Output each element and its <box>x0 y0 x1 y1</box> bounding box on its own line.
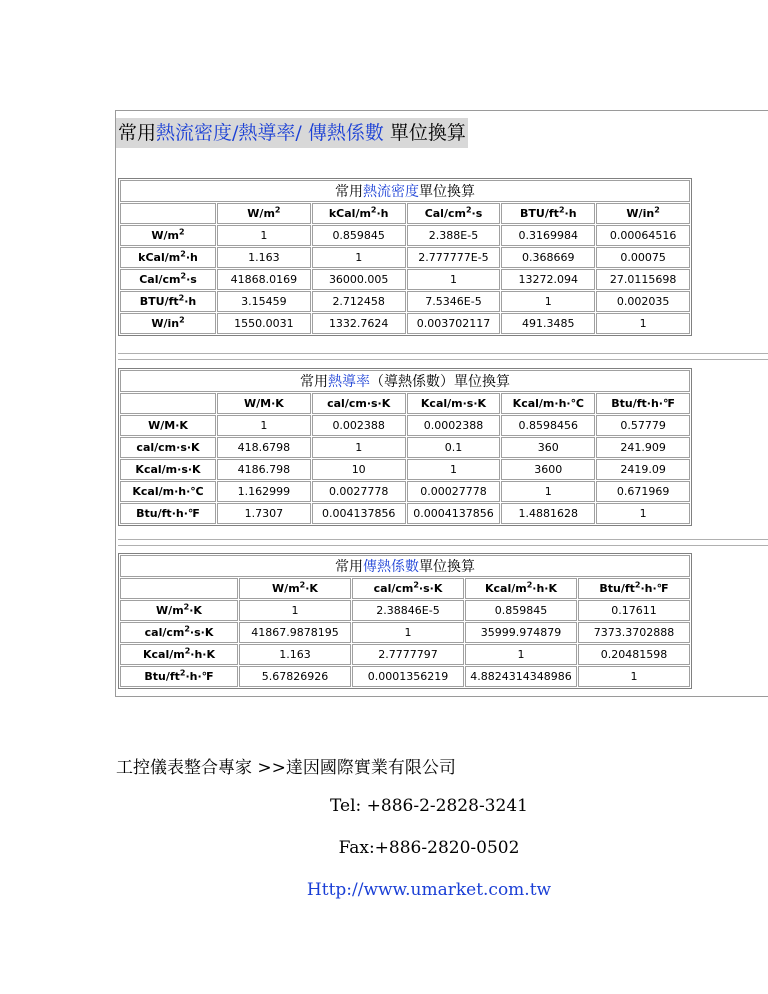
column-header: kCal/$m^2\cdot h$ <box>312 203 406 224</box>
table-cell: 0.17611 <box>578 600 690 621</box>
table-cell: 7.5346E-5 <box>407 291 501 312</box>
table-cell: 1.4881628 <box>501 503 595 524</box>
caption-prefix: 常用 <box>335 559 363 575</box>
column-header: Btu/ft·h·℉ <box>596 393 690 414</box>
table-cell: 0.002388 <box>312 415 406 436</box>
table-cell: 5.67826926 <box>239 666 351 687</box>
caption-link[interactable]: 熱流密度 <box>363 184 419 200</box>
table-cell: 0.859845 <box>465 600 577 621</box>
column-header: Cal/$cm^2\cdot s$ <box>407 203 501 224</box>
column-header <box>120 578 238 599</box>
table-cell: 1.7307 <box>217 503 311 524</box>
tel-line: Tel: +886-2-2828-3241 <box>330 796 528 816</box>
column-header: Kcal/$m^2\cdot h\cdot K$ <box>465 578 577 599</box>
table-cell: 0.00064516 <box>596 225 690 246</box>
column-header: $W/m^2\cdot K$ <box>239 578 351 599</box>
table-cell: 0.671969 <box>596 481 690 502</box>
table-cell: 0.0004137856 <box>407 503 501 524</box>
row-header: $W/in^2$ <box>120 313 216 334</box>
caption-prefix: 常用 <box>300 374 328 390</box>
title-prefix: 常用 <box>118 122 157 144</box>
table-cell: 1 <box>217 415 311 436</box>
row-header: Kcal/$m^2\cdot h\cdot K$ <box>120 644 238 665</box>
table-cell: 0.8598456 <box>501 415 595 436</box>
table-cell: 0.3169984 <box>501 225 595 246</box>
row-header: cal/$cm^2\cdot s\cdot K$ <box>120 622 238 643</box>
column-header: cal/cm·s·K <box>312 393 406 414</box>
table-cell: 13272.094 <box>501 269 595 290</box>
separator <box>118 353 768 354</box>
table-cell: 0.57779 <box>596 415 690 436</box>
caption-prefix: 常用 <box>335 184 363 200</box>
table-row <box>120 313 690 334</box>
table-cell: 1 <box>596 313 690 334</box>
table-cell: 2.777777E-5 <box>407 247 501 268</box>
table-row <box>120 269 690 290</box>
row-header: W/M·K <box>120 415 216 436</box>
table-cell: 2.712458 <box>312 291 406 312</box>
table-cell: 35999.974879 <box>465 622 577 643</box>
table-cell: 0.003702117 <box>407 313 501 334</box>
table-cell: 0.0002388 <box>407 415 501 436</box>
table-cell: 1 <box>239 600 351 621</box>
table-row <box>120 481 690 502</box>
table-cell: 1 <box>312 247 406 268</box>
caption-link[interactable]: 熱導率 <box>328 374 370 390</box>
fax-line: Fax:+886-2820-0502 <box>338 838 520 858</box>
column-header: $W/m^2$ <box>217 203 311 224</box>
column-header: $W/in^2$ <box>596 203 690 224</box>
row-header: $W/m^2\cdot K$ <box>120 600 238 621</box>
table-row <box>120 459 690 480</box>
column-header: BTU/$ft^2\cdot h$ <box>501 203 595 224</box>
column-header <box>120 203 216 224</box>
conversion-table <box>119 554 691 688</box>
table-cell: 2.7777797 <box>352 644 464 665</box>
table-cell: 2419.09 <box>596 459 690 480</box>
table-row <box>120 600 690 621</box>
table-cell: 1.162999 <box>217 481 311 502</box>
heat-flux-table <box>118 178 692 336</box>
table-cell: 7373.3702888 <box>578 622 690 643</box>
row-header: Kcal/m·s·K <box>120 459 216 480</box>
separator <box>118 539 768 540</box>
table-cell: 1 <box>501 291 595 312</box>
row-header: Kcal/m·h·℃ <box>120 481 216 502</box>
table-cell: 41868.0169 <box>217 269 311 290</box>
table-cell: 1 <box>596 503 690 524</box>
table-cell: 4.8824314348986 <box>465 666 577 687</box>
table-cell: 0.368669 <box>501 247 595 268</box>
table-cell: 1.163 <box>217 247 311 268</box>
table-cell: 1 <box>465 644 577 665</box>
table-cell: 0.20481598 <box>578 644 690 665</box>
column-header: W/M·K <box>217 393 311 414</box>
table-caption <box>120 180 690 202</box>
company-line: 工控儀表整合專家 >>達因國際實業有限公司 <box>116 758 456 778</box>
table-cell: 1 <box>407 459 501 480</box>
table-cell: 0.004137856 <box>312 503 406 524</box>
row-header: Btu/$ft^2\cdot h\cdot℉$ <box>120 666 238 687</box>
table-cell: 1 <box>578 666 690 687</box>
separator <box>118 359 768 360</box>
table-cell: 4186.798 <box>217 459 311 480</box>
title-link[interactable]: 熱流密度/熱導率/ 傳熱係數 <box>156 122 384 144</box>
website-link[interactable]: Http://www.umarket.com.tw <box>306 880 552 900</box>
table-cell: 0.002035 <box>596 291 690 312</box>
table-cell: 418.6798 <box>217 437 311 458</box>
table-row <box>120 225 690 246</box>
table-row <box>120 622 690 643</box>
table-cell: 27.0115698 <box>596 269 690 290</box>
table-cell: 0.0027778 <box>312 481 406 502</box>
table-cell: 1.163 <box>239 644 351 665</box>
table-cell: 360 <box>501 437 595 458</box>
row-header: $W/m^2$ <box>120 225 216 246</box>
header-row <box>120 393 690 414</box>
table-cell: 1332.7624 <box>312 313 406 334</box>
column-header: cal/$cm^2\cdot s\cdot K$ <box>352 578 464 599</box>
table-cell: 3.15459 <box>217 291 311 312</box>
heat-transfer-coefficient-table <box>118 553 692 689</box>
table-cell: 3600 <box>501 459 595 480</box>
thermal-conductivity-table <box>118 368 692 526</box>
header-row <box>120 203 690 224</box>
table-cell: 241.909 <box>596 437 690 458</box>
table-row <box>120 437 690 458</box>
caption-suffix: 單位換算 <box>419 184 475 200</box>
caption-suffix: （導熱係數）單位換算 <box>370 374 510 390</box>
column-header: Btu/$ft^2\cdot h\cdot℉$ <box>578 578 690 599</box>
table-cell: 0.1 <box>407 437 501 458</box>
table-cell: 2.388E-5 <box>407 225 501 246</box>
row-header: Cal/$cm^2\cdot s$ <box>120 269 216 290</box>
table-cell: 1 <box>407 269 501 290</box>
table-row <box>120 247 690 268</box>
table-caption <box>120 370 690 392</box>
table-cell: 1 <box>217 225 311 246</box>
table-cell: 36000.005 <box>312 269 406 290</box>
table-cell: 1550.0031 <box>217 313 311 334</box>
column-header <box>120 393 216 414</box>
table-cell: 1 <box>312 437 406 458</box>
table-cell: 1 <box>352 622 464 643</box>
table-cell: 491.3485 <box>501 313 595 334</box>
row-header: kCal/$m^2\cdot h$ <box>120 247 216 268</box>
title-suffix: 單位換算 <box>383 122 466 144</box>
table-cell: 10 <box>312 459 406 480</box>
column-header: Kcal/m·h·℃ <box>501 393 595 414</box>
table-row <box>120 666 690 687</box>
header-row <box>120 578 690 599</box>
conversion-table <box>119 179 691 335</box>
table-cell: 0.0001356219 <box>352 666 464 687</box>
table-row <box>120 415 690 436</box>
row-header: cal/cm·s·K <box>120 437 216 458</box>
table-cell: 1 <box>501 481 595 502</box>
separator <box>118 545 768 546</box>
table-row <box>120 503 690 524</box>
page-title <box>116 118 468 148</box>
table-row <box>120 291 690 312</box>
table-cell: 2.38846E-5 <box>352 600 464 621</box>
caption-suffix: 單位換算 <box>419 559 475 575</box>
column-header: Kcal/m·s·K <box>407 393 501 414</box>
table-cell: 0.859845 <box>312 225 406 246</box>
caption-link[interactable]: 傳熱係數 <box>363 559 419 575</box>
table-cell: 0.00075 <box>596 247 690 268</box>
table-cell: 0.00027778 <box>407 481 501 502</box>
row-header: BTU/$ft^2\cdot h$ <box>120 291 216 312</box>
row-header: Btu/ft·h·℉ <box>120 503 216 524</box>
table-cell: 41867.9878195 <box>239 622 351 643</box>
conversion-table <box>119 369 691 525</box>
table-caption <box>120 555 690 577</box>
table-row <box>120 644 690 665</box>
